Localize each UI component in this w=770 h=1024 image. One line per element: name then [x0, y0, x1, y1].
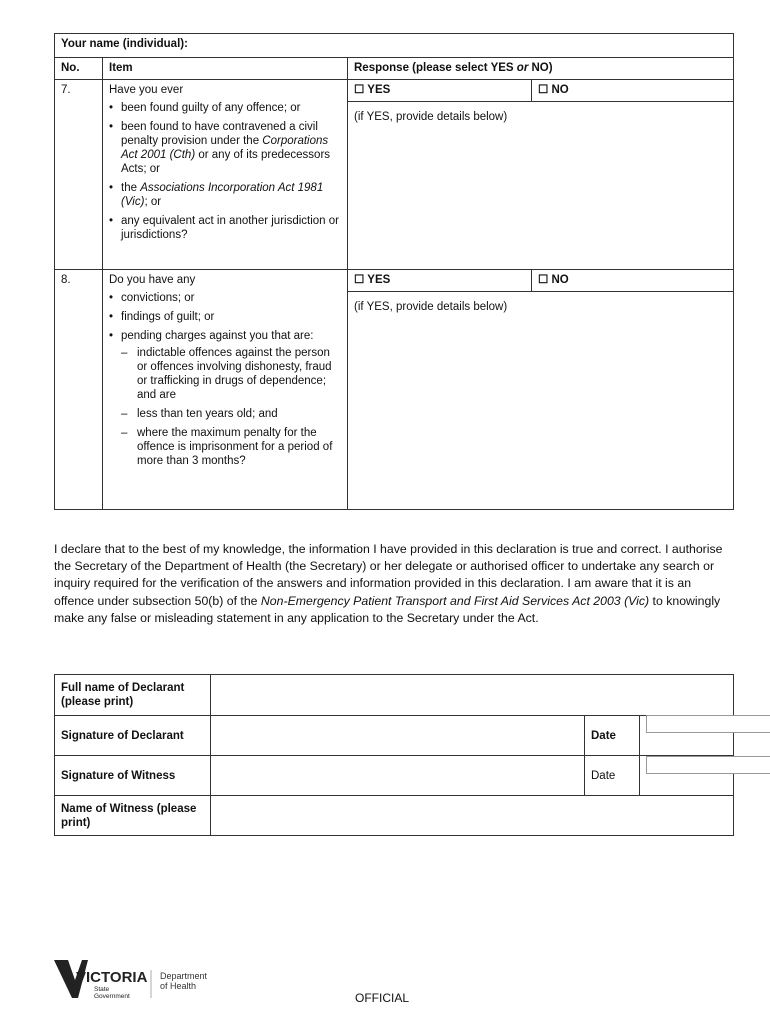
list-item: – indictable offences against the person or offences involving dishonesty, fraud or trafficking in drugs of dependence; and are — [121, 346, 341, 402]
full-name-field[interactable] — [211, 675, 734, 716]
svg-text:Department: Department — [160, 971, 208, 981]
victoria-government-logo — [54, 958, 224, 1002]
witness-name-label: Name of Witness (please print) — [55, 796, 211, 836]
q8-yes-checkbox[interactable]: ☐ YES — [348, 270, 532, 292]
q8-item: Do you have any • convictions; or • findings of guilt; or • pending charges against you that are: – indictable offences against the person or offences involving dishonesty, fraud or trafficking in drugs of dependence; and are – less than ten years old; and – where the maximum penalty for the offence is imprisonment for a period of more than 3 months? — [103, 270, 348, 510]
list-item: • findings of guilt; or — [109, 310, 341, 324]
declaration-text: I declare that to the best of my knowledge, the information I have provided in this declaration is true and correct. I authorise the Secretary of the Department of Health (the Secretary) or her delegate or authorised officer to undertake any search or inquiry required for the verification of the answers and information provided in this declaration. I am aware that it is an offence under subsection 50(b) of the Non-Emergency Patient Transport and First Aid Services Act 2003 (Vic) to knowingly make any false or misleading statement in any application to the Secretary under the Act. — [54, 542, 723, 625]
q7-number: 7. — [55, 80, 103, 270]
date-witness-label: Date — [585, 756, 640, 796]
svg-text:of Health: of Health — [160, 981, 197, 991]
list-item: • the Associations Incorporation Act 1981 (Vic); or — [109, 181, 341, 209]
q7-no-checkbox[interactable]: ☐ NO — [532, 80, 734, 102]
q8-details-field[interactable]: (if YES, provide details below) — [348, 292, 734, 510]
victoria-logo-icon — [54, 958, 224, 1002]
svg-text:VICTORIA: VICTORIA — [76, 969, 148, 986]
list-item: • any equivalent act in another jurisdiction or jurisdictions? — [109, 214, 341, 242]
list-item: • convictions; or — [109, 291, 341, 305]
header-no: No. — [55, 58, 103, 80]
your-name-field[interactable]: Your name (individual): — [55, 34, 734, 58]
date-witness-input[interactable] — [646, 756, 770, 774]
classification-label: OFFICIAL — [355, 991, 410, 1005]
list-item: – less than ten years old; and — [121, 407, 341, 421]
list-item: • been found guilty of any offence; or — [109, 101, 341, 115]
signature-witness-field[interactable] — [211, 756, 585, 796]
svg-text:State: State — [94, 986, 110, 993]
q8-number: 8. — [55, 270, 103, 510]
q8-no-checkbox[interactable]: ☐ NO — [532, 270, 734, 292]
witness-name-field[interactable] — [211, 796, 734, 836]
signature-declarant-field[interactable] — [211, 716, 585, 756]
signature-table — [54, 674, 734, 836]
list-item: • pending charges against you that are: – indictable offences against the person or offences involving dishonesty, fraud or trafficking in drugs of dependence; and are – less than ten years old; and – where the maximum penalty for the offence is imprisonment for a period of more than 3 months? — [109, 329, 341, 468]
signature-witness-label: Signature of Witness — [55, 756, 211, 796]
q7-yes-checkbox[interactable]: ☐ YES — [348, 80, 532, 102]
signature-declarant-label: Signature of Declarant — [55, 716, 211, 756]
svg-text:Government: Government — [94, 993, 130, 1000]
list-item: – where the maximum penalty for the offence is imprisonment for a period of more than 3 months? — [121, 426, 341, 468]
q7-details-field[interactable]: (if YES, provide details below) — [348, 102, 734, 270]
header-item: Item — [103, 58, 348, 80]
full-name-label: Full name of Declarant (please print) — [55, 675, 211, 716]
questions-table — [54, 33, 734, 510]
date-declarant-input[interactable] — [646, 715, 770, 733]
list-item: • been found to have contravened a civil penalty provision under the Corporations Act 2001 (Cth) or any of its predecessors Acts; or — [109, 120, 341, 176]
q7-item: Have you ever • been found guilty of any offence; or • been found to have contravened a civil penalty provision under the Corporations Act 2001 (Cth) or any of its predecessors Acts; or • the Associations Incorporation Act 1981 (Vic); or • any equivalent act in another jurisdiction or jurisdictions? — [103, 80, 348, 270]
date-declarant-label: Date — [585, 716, 640, 756]
header-response: Response (please select YES or NO) — [348, 58, 734, 80]
